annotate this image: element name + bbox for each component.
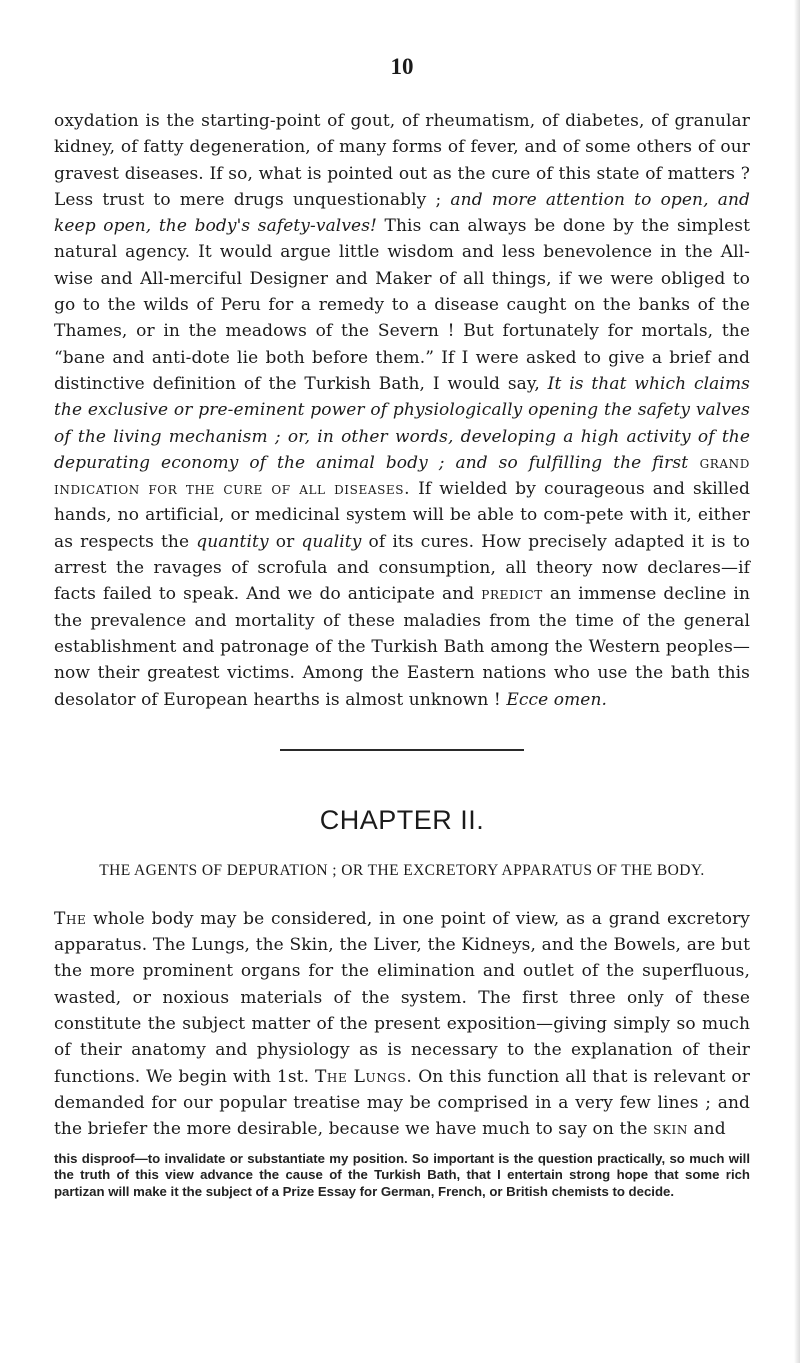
chapter-title: CHAPTER II. xyxy=(319,804,485,835)
text-run: of its cures. How precisely adapted it is to arrest the ravages of scrofula and consumption, all theory now declares—if facts failed to speak. And we do anticipate and xyxy=(54,531,750,605)
text-run: This can always be done by the simplest natural agency. It would argue little wisdom and less benevolence in the All-wise and All-merciful Designer and Maker of all things, if we were obliged to go to the wilds of Peru for a remedy to a disease caught on the banks of the Thames, or in the meadows of the Severn ! But fortunately for mortals, the “bane and anti-dote lie both before them.” If I were asked to give a brief and distinctive definition of the Turkish Bath, I would say, xyxy=(54,216,751,394)
small-caps-run: grand indication for the cure of all diseases. xyxy=(54,452,750,500)
text-run: whole body may be considered, in one point of view, as a grand excretory apparatus. The Lungs, the Skin, the Liver, the Kidneys, and the Bowels, are but the more prominent organs for the elimination and outlet of the superfluous, wasted, or noxious materials of the system. The first three only of these constitute the subject matter of the present exposition—giving simply so much of their anatomy and physiology as is necessary to the explanation of their functions. We begin with 1st. xyxy=(54,908,750,1087)
text-run: If wielded by courageous and skilled hands, no artificial, or medicinal system will be able to com-pete with it, either as respects the xyxy=(54,479,750,552)
italic-run: It is that which claims the exclusive or pre-eminent power of physiologically opening the safety valves of the living mechanism ; or, in other words, developing a high activity of the depurating economy of the animal body ; and so fulfilling the first xyxy=(54,373,750,473)
page-edge-shadow xyxy=(794,0,800,1363)
text-run: and xyxy=(687,1119,726,1140)
small-caps-run: The Lungs. xyxy=(314,1066,413,1087)
italic-run: and more attention to open, and keep open, the body's safety-valves! xyxy=(54,189,750,237)
small-caps-run: skin xyxy=(653,1119,688,1140)
italic-run: Ecce omen. xyxy=(506,689,607,710)
body-paragraph-2 xyxy=(54,906,750,1143)
italic-run: quality xyxy=(301,531,362,552)
text-run: oxydation is the starting-point of gout, of rheumatism, of diabetes, of granular kidney, of fatty degeneration, of many forms of fever, and of some others of our gravest diseases. If so, what is pointed out as the cure of this state of matters ? Less trust to mere drugs unquestionably ; xyxy=(54,111,750,210)
body-paragraph-1 xyxy=(54,108,750,713)
text-run: an immense decline in the prevalence and mortality of these maladies from the time of the general establishment and patronage of the Turkish Bath among the Western peoples—now their greatest victims. Among the Eastern nations who use the bath this desolator of European hearths is almost unknown ! xyxy=(54,584,751,710)
small-caps-run: predict xyxy=(481,584,543,605)
small-caps-run: The xyxy=(54,908,87,929)
chapter-subtitle: THE AGENTS OF DEPURATION ; OR THE EXCRETORY APPARATUS OF THE BODY. xyxy=(99,861,705,879)
book-page xyxy=(54,54,750,1200)
page-number: 10 xyxy=(390,54,414,79)
section-divider xyxy=(280,749,524,751)
footnote: this disproof—to invalidate or substantiate my position. So important is the question practically, so much will the truth of this view advance the cause of the Turkish Bath, that I entertain strong hope that some rich partizan will make it the subject of a Prize Essay for German, French, or British chemists to decide. xyxy=(54,1150,750,1199)
text-run: or xyxy=(268,531,302,552)
italic-run: quantity xyxy=(196,531,269,552)
text-run: On this function all that is relevant or demanded for our popular treatise may be comprised in a very few lines ; and the briefer the more desirable, because we have much to say on the xyxy=(54,1066,750,1140)
